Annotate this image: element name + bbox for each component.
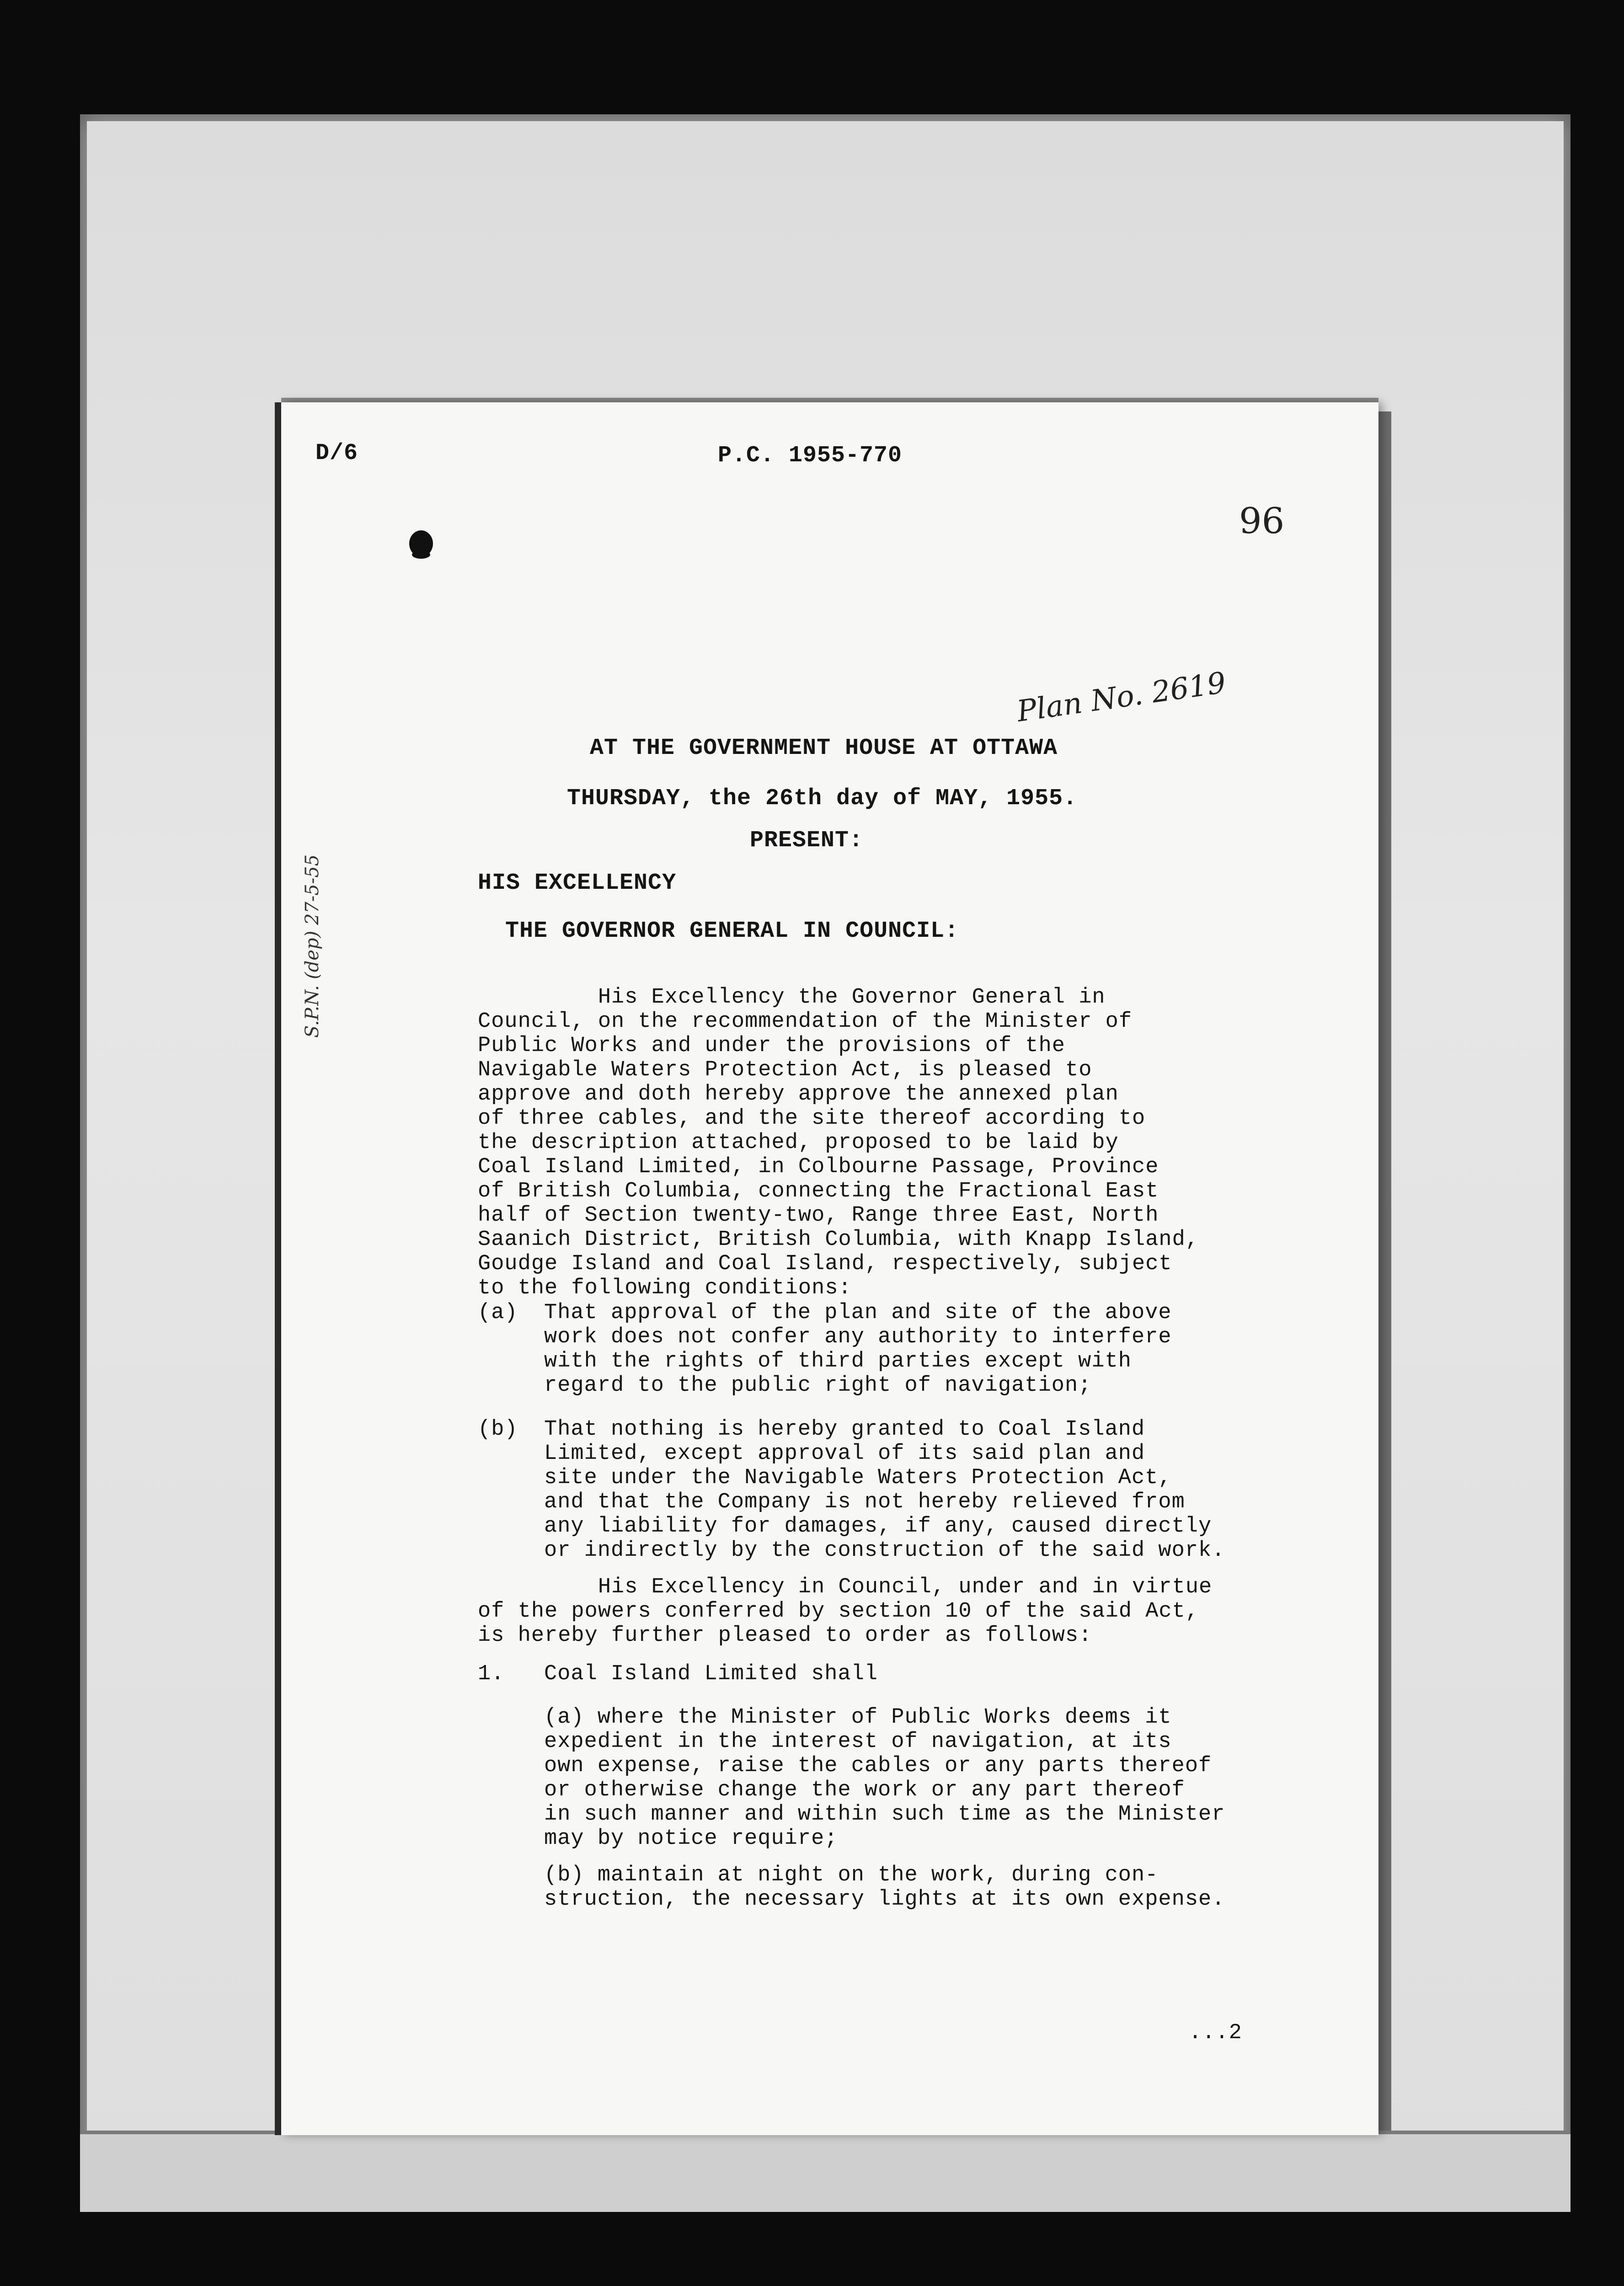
text-line: of British Columbia, connecting the Fractional East (478, 1179, 1159, 1203)
heading-place: AT THE GOVERNMENT HOUSE AT OTTAWA (590, 735, 1058, 761)
text-line: struction, the necessary lights at its own expense. (544, 1887, 1225, 1912)
text-line: His Excellency the Governor General in (478, 985, 1106, 1009)
text-line: half of Section twenty-two, Range three East, North (478, 1203, 1159, 1228)
text-line: with the rights of third parties except with (544, 1349, 1132, 1373)
text-line: approve and doth hereby approve the annexed plan (478, 1082, 1119, 1106)
text-line: expedient in the interest of navigation, at its (544, 1730, 1172, 1754)
text-line: in such manner and within such time as the Minister (544, 1802, 1225, 1827)
text-line: the description attached, proposed to be laid by (478, 1131, 1119, 1155)
text-line: is hereby further pleased to order as follows: (478, 1624, 1092, 1648)
text-line: own expense, raise the cables or any parts thereof (544, 1754, 1212, 1778)
text-line: regard to the public right of navigation; (544, 1373, 1092, 1398)
text-line: work does not confer any authority to interfere (544, 1325, 1172, 1349)
order-item-b (544, 1863, 1225, 1912)
text-line: of the powers conferred by section 10 of the said Act, (478, 1599, 1199, 1624)
text-line: His Excellency in Council, under and in virtue (478, 1575, 1213, 1599)
text-line: That approval of the plan and site of the above (544, 1301, 1172, 1325)
text-line: (a) where the Minister of Public Works deems it (544, 1705, 1172, 1730)
text-line: any liability for damages, if any, caused directly (544, 1514, 1212, 1538)
condition-b-label: (b) (478, 1417, 518, 1442)
order-title: Coal Island Limited shall (544, 1662, 878, 1686)
text-line: Coal Island Limited, in Colbourne Passage, Province (478, 1155, 1159, 1179)
heading-date: THURSDAY, the 26th day of MAY, 1955. (567, 785, 1078, 812)
text-line: of three cables, and the site thereof according to (478, 1106, 1146, 1131)
text-line: That nothing is hereby granted to Coal Island (544, 1417, 1145, 1442)
punch-hole (409, 530, 433, 557)
text-line: (b) maintain at night on the work, during con- (544, 1863, 1159, 1887)
text-line: to the following conditions: (478, 1276, 852, 1300)
heading-council: THE GOVERNOR GENERAL IN COUNCIL: (505, 918, 959, 944)
text-line: site under the Navigable Waters Protection Act, (544, 1466, 1172, 1490)
text-line: Limited, except approval of its said plan and (544, 1442, 1145, 1466)
condition-a-text (544, 1301, 1172, 1398)
order-item-a (544, 1705, 1225, 1851)
paper-edge-shadow (1378, 411, 1391, 2131)
text-line: may by notice require; (544, 1827, 838, 1851)
condition-a-label: (a) (478, 1301, 518, 1325)
text-line: Council, on the recommendation of the Minister of (478, 1009, 1133, 1034)
continued-marker: ...2 (1189, 2021, 1242, 2045)
handwritten-plan-note: Plan No. 2619 (1015, 666, 1228, 729)
file-code: D/6 (315, 440, 358, 466)
text-line: or otherwise change the work or any part thereof (544, 1778, 1185, 1802)
further-paragraph (478, 1575, 1212, 1648)
handwritten-margin-note: S.P.N. (dep) 27-5-55 (302, 854, 323, 1038)
text-line: Saanich District, British Columbia, with Knapp Island, (478, 1228, 1199, 1252)
text-line: Goudge Island and Coal Island, respectively, subject (478, 1252, 1172, 1276)
condition-b-text (544, 1417, 1225, 1563)
backing-bottom-strip (80, 2131, 1571, 2212)
order-number-1: 1. (478, 1662, 505, 1686)
intro-paragraph (478, 985, 1199, 1300)
order-number: P.C. 1955-770 (718, 443, 903, 469)
text-line: Public Works and under the provisions of the (478, 1034, 1066, 1058)
text-line: and that the Company is not hereby relieved from (544, 1490, 1185, 1514)
heading-excellency: HIS EXCELLENCY (478, 870, 677, 896)
text-line: or indirectly by the construction of the said work. (544, 1538, 1225, 1563)
heading-present: PRESENT: (750, 828, 864, 854)
page-number: 96 (1239, 501, 1285, 542)
text-line: Navigable Waters Protection Act, is pleased to (478, 1058, 1092, 1082)
